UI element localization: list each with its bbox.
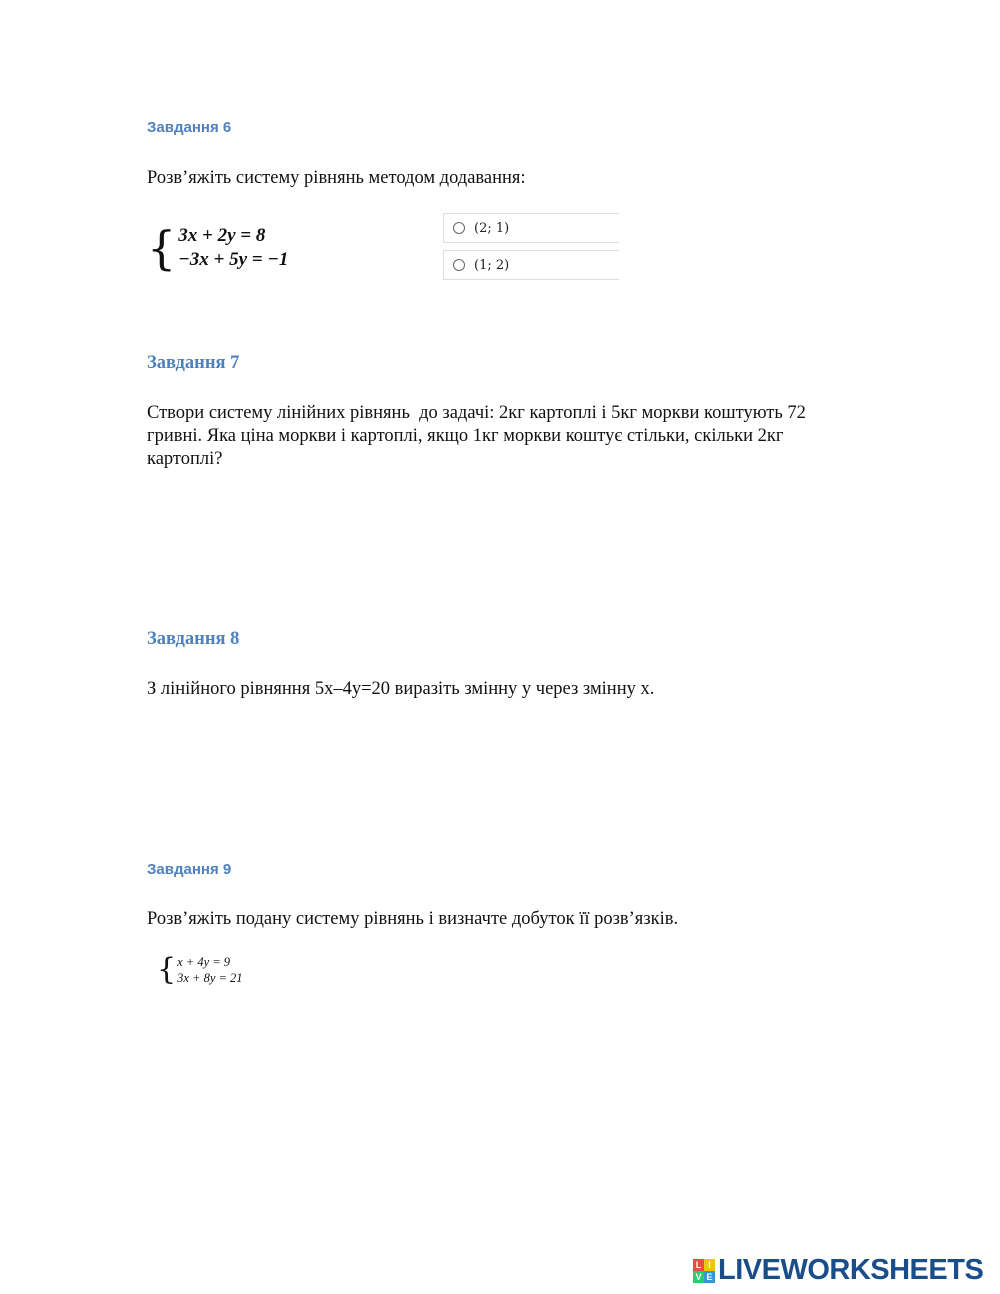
- task8-heading: Завдання 8: [147, 629, 240, 649]
- task6-equation-2: −3x + 5y = −1: [178, 249, 289, 270]
- task7-heading: Завдання 7: [147, 353, 240, 373]
- task6-equation-1: 3x + 2y = 8: [178, 225, 266, 246]
- logo-text: LIVEWORKSHEETS: [718, 1254, 984, 1286]
- logo-mark-letter: L: [693, 1259, 704, 1271]
- liveworksheets-logo: [693, 1254, 983, 1287]
- task7-line-1: Створи систему лінійних рівнянь до задачі: 2кг картоплі і 5кг моркви коштують 72: [147, 403, 806, 423]
- task6-option-2-label: (1; 2): [474, 257, 510, 273]
- logo-mark-letter: I: [704, 1259, 715, 1271]
- task9-heading: Завдання 9: [147, 861, 232, 878]
- radio-icon[interactable]: [453, 259, 465, 271]
- brace-icon: {: [147, 221, 177, 275]
- task7-line-3: картоплі?: [147, 449, 223, 469]
- task6-option-1[interactable]: [443, 213, 619, 243]
- task9-equation-2: 3x + 8y = 21: [177, 971, 243, 985]
- logo-mark-letter: V: [693, 1271, 704, 1283]
- task6-heading: Завдання 6: [147, 119, 232, 136]
- task6-equation-system: [147, 221, 289, 275]
- brace-icon: {: [157, 952, 177, 987]
- logo-mark-icon: [693, 1259, 715, 1283]
- task6-option-1-label: (2; 1): [474, 220, 510, 236]
- task6-option-2[interactable]: [443, 250, 619, 280]
- task6-text: Розв’яжіть систему рівнянь методом додавання:: [147, 168, 526, 188]
- logo-mark-letter: E: [704, 1271, 715, 1283]
- task9-equation-1: x + 4y = 9: [177, 955, 231, 969]
- radio-icon[interactable]: [453, 222, 465, 234]
- task9-equation-system: [157, 954, 243, 986]
- task7-text: [147, 402, 867, 471]
- task9-text: Розв’яжіть подану систему рівнянь і визначте добуток її розв’язків.: [147, 909, 679, 929]
- task8-text: З лінійного рівняння 5х–4у=20 виразіть змінну у через змінну х.: [147, 679, 655, 699]
- task7-line-2: гривні. Яка ціна моркви і картоплі, якщо 1кг моркви коштує стільки, скільки 2кг: [147, 426, 784, 446]
